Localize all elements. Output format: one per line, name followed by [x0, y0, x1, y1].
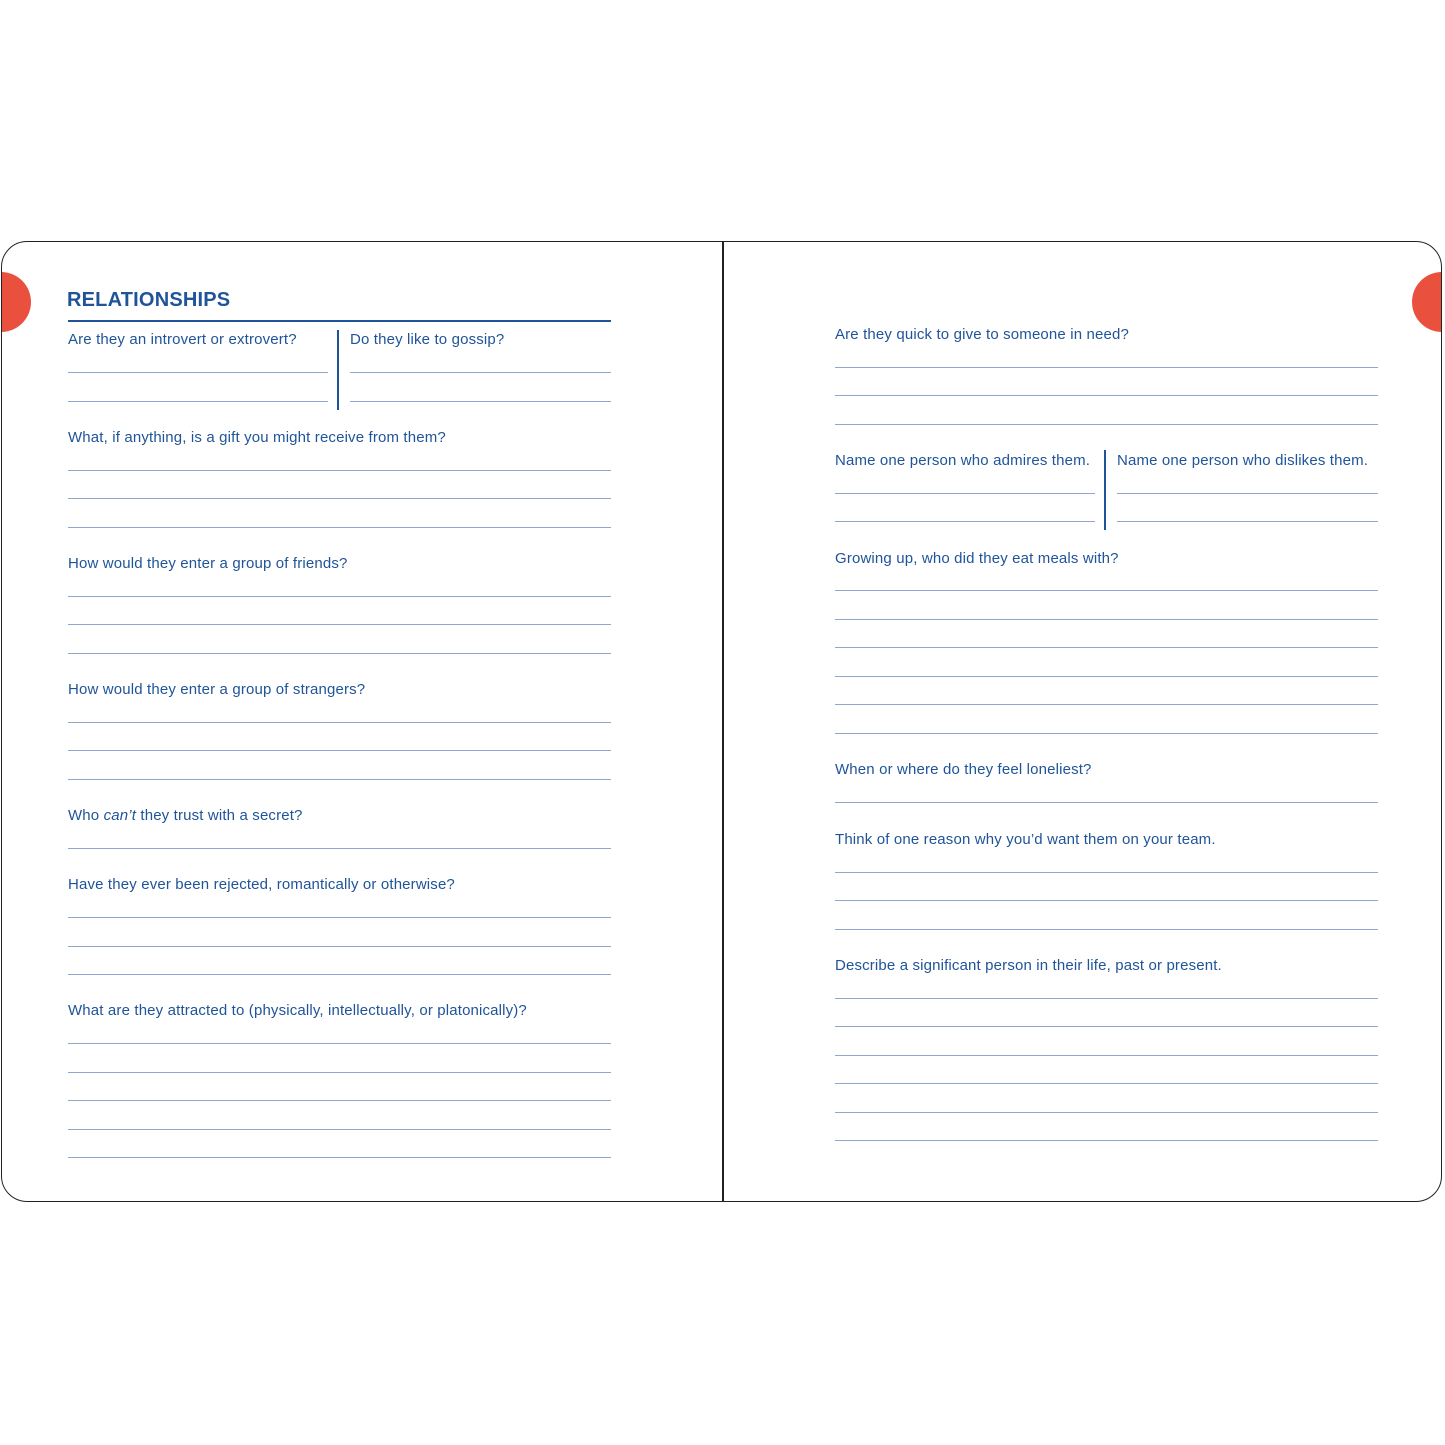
answer-line[interactable] [835, 647, 1378, 648]
answer-line[interactable] [835, 704, 1378, 705]
answer-line[interactable] [835, 1140, 1378, 1141]
answer-line[interactable] [835, 900, 1378, 901]
answer-line[interactable] [835, 1055, 1378, 1056]
answer-line[interactable] [835, 590, 1378, 591]
answer-line[interactable] [68, 596, 611, 597]
answer-line[interactable] [68, 372, 328, 373]
answer-line[interactable] [350, 372, 611, 373]
answer-line[interactable] [68, 470, 611, 471]
book-spine [722, 242, 724, 1201]
answer-line[interactable] [68, 917, 611, 918]
answer-line[interactable] [350, 401, 611, 402]
answer-line[interactable] [835, 367, 1378, 368]
question-gift: What, if anything, is a gift you might receive from them? [68, 429, 446, 446]
answer-line[interactable] [1117, 521, 1378, 522]
answer-line[interactable] [835, 493, 1095, 494]
journal-spread [1, 241, 1442, 1202]
answer-line[interactable] [68, 527, 611, 528]
question-significant: Describe a significant person in their life, past or present. [835, 957, 1222, 974]
answer-line[interactable] [835, 1112, 1378, 1113]
question-give: Are they quick to give to someone in need? [835, 326, 1129, 343]
answer-line[interactable] [68, 848, 611, 849]
answer-line[interactable] [835, 521, 1095, 522]
answer-line[interactable] [68, 946, 611, 947]
question-secret-emphasis: can’t [103, 807, 137, 824]
answer-line[interactable] [68, 401, 328, 402]
answer-line[interactable] [68, 1072, 611, 1073]
question-attracted: What are they attracted to (physically, intellectually, or platonically)? [68, 1002, 527, 1019]
answer-line[interactable] [835, 733, 1378, 734]
answer-line[interactable] [835, 619, 1378, 620]
question-rejected: Have they ever been rejected, romantically or otherwise? [68, 876, 455, 893]
answer-line[interactable] [835, 1083, 1378, 1084]
answer-line[interactable] [835, 872, 1378, 873]
answer-line[interactable] [68, 974, 611, 975]
answer-line[interactable] [68, 653, 611, 654]
question-meals: Growing up, who did they eat meals with? [835, 550, 1119, 567]
question-dislikes: Name one person who dislikes them. [1117, 452, 1369, 469]
question-strangers: How would they enter a group of strangers? [68, 681, 366, 698]
section-title: RELATIONSHIPS [67, 289, 231, 311]
answer-line[interactable] [68, 624, 611, 625]
answer-line[interactable] [835, 395, 1378, 396]
answer-line[interactable] [835, 929, 1378, 930]
column-divider [337, 330, 339, 410]
answer-line[interactable] [68, 1043, 611, 1044]
question-lonely: When or where do they feel loneliest? [835, 761, 1092, 778]
question-admires: Name one person who admires them. [835, 452, 1091, 469]
answer-line[interactable] [68, 1157, 611, 1158]
question-gossip: Do they like to gossip? [350, 331, 505, 348]
question-secret [68, 807, 303, 824]
section-title-rule [68, 320, 611, 322]
question-friends: How would they enter a group of friends? [68, 555, 348, 572]
answer-line[interactable] [835, 998, 1378, 999]
answer-line[interactable] [68, 750, 611, 751]
answer-line[interactable] [68, 498, 611, 499]
column-divider [1104, 450, 1106, 530]
answer-line[interactable] [835, 802, 1378, 803]
answer-line[interactable] [835, 676, 1378, 677]
answer-line[interactable] [68, 722, 611, 723]
answer-line[interactable] [835, 424, 1378, 425]
question-secret-pre: Who [68, 807, 104, 824]
question-team: Think of one reason why you’d want them on your team. [835, 831, 1216, 848]
right-page-tab [1412, 272, 1442, 332]
answer-line[interactable] [68, 1100, 611, 1101]
question-secret-post: they trust with a secret? [136, 807, 303, 824]
answer-line[interactable] [68, 779, 611, 780]
left-page-tab [1, 272, 31, 332]
answer-line[interactable] [68, 1129, 611, 1130]
question-introvert: Are they an introvert or extrovert? [68, 331, 297, 348]
answer-line[interactable] [1117, 493, 1378, 494]
answer-line[interactable] [835, 1026, 1378, 1027]
